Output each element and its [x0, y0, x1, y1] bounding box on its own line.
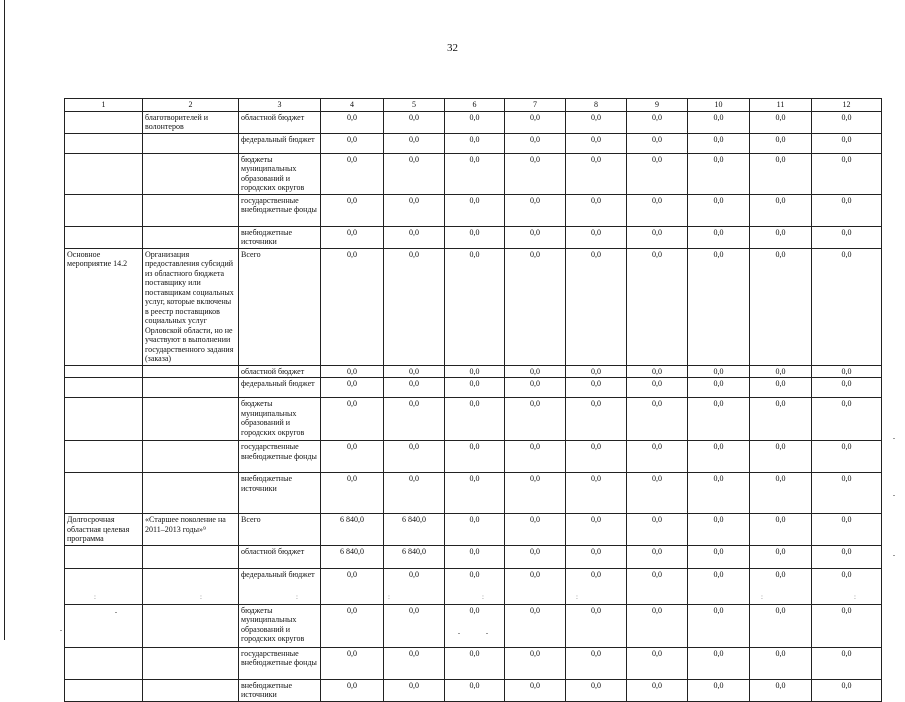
- value-cell: 0,0: [627, 378, 688, 398]
- value-cell: 0,0: [384, 473, 445, 514]
- value-cell: 0,0: [750, 514, 812, 546]
- value-cell: 0,0: [566, 248, 627, 365]
- value-cell: 0,0: [505, 365, 566, 378]
- funding-source-cell: Всего: [239, 514, 321, 546]
- column-number-header: 8: [566, 99, 627, 112]
- value-cell: 0,0: [505, 679, 566, 701]
- value-cell: 0,0: [384, 568, 445, 604]
- table-row: [65, 133, 882, 153]
- funding-source-cell: внебюджетные источники: [239, 473, 321, 514]
- value-cell: 0,0: [688, 365, 750, 378]
- value-cell: 0,0: [750, 194, 812, 226]
- value-cell: 0,0: [750, 111, 812, 133]
- value-cell: 0,0: [566, 647, 627, 679]
- value-cell: 0,0: [566, 111, 627, 133]
- table-row: [65, 226, 882, 248]
- value-cell: 0,0: [505, 226, 566, 248]
- value-cell: 0,0: [750, 226, 812, 248]
- value-cell: 0,0: [566, 153, 627, 194]
- table-row: [65, 398, 882, 441]
- table-row: [65, 545, 882, 568]
- value-cell: 0,0: [384, 133, 445, 153]
- column-number-header: 11: [750, 99, 812, 112]
- activity-cell: [65, 398, 143, 441]
- value-cell: 0,0: [627, 441, 688, 473]
- table-row: [65, 248, 882, 365]
- description-cell: «Старшее поколение на 2011–2013 годы»⁹: [143, 514, 239, 546]
- funding-source-cell: областной бюджет: [239, 111, 321, 133]
- value-cell: 0,0: [750, 441, 812, 473]
- value-cell: 0,0: [445, 248, 505, 365]
- value-cell: 0,0: [688, 133, 750, 153]
- value-cell: 0,0: [566, 441, 627, 473]
- value-cell: 0,0: [445, 604, 505, 647]
- value-cell: 0,0: [445, 133, 505, 153]
- value-cell: 0,0: [688, 398, 750, 441]
- funding-source-cell: внебюджетные источники: [239, 226, 321, 248]
- column-number-header: 4: [321, 99, 384, 112]
- column-number-header: 2: [143, 99, 239, 112]
- value-cell: 0,0: [750, 153, 812, 194]
- table-row: [65, 679, 882, 701]
- value-cell: 0,0: [812, 378, 882, 398]
- value-cell: 0,0: [384, 604, 445, 647]
- value-cell: 0,0: [688, 647, 750, 679]
- activity-cell: Основное мероприятие 14.2: [65, 248, 143, 365]
- value-cell: 0,0: [566, 133, 627, 153]
- value-cell: 0,0: [566, 604, 627, 647]
- value-cell: 0,0: [812, 365, 882, 378]
- value-cell: 0,0: [750, 378, 812, 398]
- value-cell: 0,0: [505, 647, 566, 679]
- value-cell: 0,0: [505, 604, 566, 647]
- value-cell: 0,0: [445, 365, 505, 378]
- value-cell: 0,0: [750, 133, 812, 153]
- value-cell: 0,0: [750, 398, 812, 441]
- value-cell: 0,0: [505, 153, 566, 194]
- column-number-header: 12: [812, 99, 882, 112]
- value-cell: 0,0: [812, 473, 882, 514]
- description-cell: Организация предоставления субсидий из областного бюджета поставщику или поставщикам социальных услуг, которые включены в реестр поставщиков социальных услуг Орловской области, но не участвуют в выполнении государственного задания (заказа): [143, 248, 239, 365]
- activity-cell: [65, 679, 143, 701]
- value-cell: 0,0: [566, 514, 627, 546]
- value-cell: 0,0: [321, 441, 384, 473]
- value-cell: 0,0: [505, 514, 566, 546]
- column-number-header: 10: [688, 99, 750, 112]
- value-cell: 0,0: [812, 604, 882, 647]
- table-row: [65, 604, 882, 647]
- activity-cell: Долгосрочная областная целевая программа: [65, 514, 143, 546]
- value-cell: 0,0: [750, 545, 812, 568]
- activity-cell: [65, 441, 143, 473]
- value-cell: 0,0: [566, 545, 627, 568]
- activity-cell: [65, 604, 143, 647]
- value-cell: 0,0: [627, 153, 688, 194]
- table-row: [65, 473, 882, 514]
- value-cell: 0,0: [445, 545, 505, 568]
- description-cell: [143, 545, 239, 568]
- value-cell: 0,0: [688, 194, 750, 226]
- value-cell: 0,0: [321, 133, 384, 153]
- value-cell: 0,0: [688, 514, 750, 546]
- funding-source-cell: государственные внебюджетные фонды: [239, 194, 321, 226]
- column-number-header: 9: [627, 99, 688, 112]
- value-cell: 0,0: [688, 226, 750, 248]
- value-cell: 0,0: [566, 226, 627, 248]
- value-cell: 0,0: [505, 248, 566, 365]
- table-row: [65, 514, 882, 546]
- activity-cell: [65, 365, 143, 378]
- value-cell: 6 840,0: [321, 545, 384, 568]
- description-cell: [143, 226, 239, 248]
- value-cell: 0,0: [321, 568, 384, 604]
- description-cell: [143, 647, 239, 679]
- description-cell: [143, 133, 239, 153]
- description-cell: благотворителей и волонтеров: [143, 111, 239, 133]
- value-cell: 0,0: [750, 365, 812, 378]
- value-cell: 0,0: [321, 194, 384, 226]
- activity-cell: [65, 473, 143, 514]
- value-cell: 0,0: [505, 133, 566, 153]
- value-cell: 0,0: [445, 226, 505, 248]
- funding-source-cell: областной бюджет: [239, 545, 321, 568]
- value-cell: 6 840,0: [384, 514, 445, 546]
- value-cell: 0,0: [566, 365, 627, 378]
- value-cell: 0,0: [812, 568, 882, 604]
- value-cell: 0,0: [688, 679, 750, 701]
- value-cell: 0,0: [627, 194, 688, 226]
- value-cell: 0,0: [750, 248, 812, 365]
- value-cell: 0,0: [321, 378, 384, 398]
- value-cell: 0,0: [445, 398, 505, 441]
- value-cell: 0,0: [505, 111, 566, 133]
- value-cell: 0,0: [688, 568, 750, 604]
- value-cell: 0,0: [445, 568, 505, 604]
- scan-marks: : : : : : : : :: [94, 593, 856, 601]
- value-cell: 0,0: [627, 111, 688, 133]
- activity-cell: [65, 111, 143, 133]
- activity-cell: [65, 226, 143, 248]
- value-cell: 0,0: [750, 647, 812, 679]
- value-cell: 0,0: [750, 473, 812, 514]
- value-cell: 0,0: [688, 111, 750, 133]
- value-cell: 0,0: [750, 568, 812, 604]
- value-cell: 0,0: [688, 604, 750, 647]
- value-cell: 0,0: [505, 441, 566, 473]
- funding-source-cell: Всего: [239, 248, 321, 365]
- value-cell: 0,0: [566, 568, 627, 604]
- value-cell: 0,0: [384, 194, 445, 226]
- funding-source-cell: бюджеты муниципальных образований и городских округов: [239, 153, 321, 194]
- activity-cell: [65, 378, 143, 398]
- value-cell: 0,0: [505, 568, 566, 604]
- value-cell: 0,0: [688, 248, 750, 365]
- table-row: [65, 365, 882, 378]
- value-cell: 0,0: [812, 133, 882, 153]
- value-cell: 0,0: [812, 248, 882, 365]
- value-cell: 0,0: [812, 111, 882, 133]
- table-row: [65, 378, 882, 398]
- description-cell: [143, 604, 239, 647]
- value-cell: 0,0: [627, 365, 688, 378]
- value-cell: 0,0: [688, 153, 750, 194]
- value-cell: 0,0: [627, 545, 688, 568]
- value-cell: 0,0: [321, 248, 384, 365]
- value-cell: 0,0: [321, 111, 384, 133]
- value-cell: 0,0: [812, 679, 882, 701]
- value-cell: 0,0: [384, 441, 445, 473]
- column-number-header: 7: [505, 99, 566, 112]
- value-cell: 0,0: [445, 194, 505, 226]
- value-cell: 0,0: [566, 679, 627, 701]
- value-cell: 0,0: [445, 153, 505, 194]
- description-cell: [143, 365, 239, 378]
- value-cell: 0,0: [321, 153, 384, 194]
- value-cell: 0,0: [566, 398, 627, 441]
- value-cell: 0,0: [812, 441, 882, 473]
- description-cell: [143, 679, 239, 701]
- funding-source-cell: федеральный бюджет: [239, 133, 321, 153]
- table-row: [65, 111, 882, 133]
- value-cell: 0,0: [750, 679, 812, 701]
- description-cell: [143, 473, 239, 514]
- funding-source-cell: бюджеты муниципальных образований и городских округов: [239, 604, 321, 647]
- value-cell: 0,0: [384, 248, 445, 365]
- table-row: [65, 647, 882, 679]
- value-cell: 0,0: [384, 111, 445, 133]
- funding-source-cell: бюджеты муниципальных образований и городских округов: [239, 398, 321, 441]
- activity-cell: [65, 545, 143, 568]
- value-cell: 6 840,0: [384, 545, 445, 568]
- value-cell: 0,0: [384, 226, 445, 248]
- value-cell: 0,0: [627, 568, 688, 604]
- funding-source-cell: областной бюджет: [239, 365, 321, 378]
- value-cell: 0,0: [321, 365, 384, 378]
- value-cell: 0,0: [812, 545, 882, 568]
- value-cell: 0,0: [321, 398, 384, 441]
- description-cell: [143, 441, 239, 473]
- value-cell: 0,0: [445, 473, 505, 514]
- table-header-row: [65, 99, 882, 112]
- value-cell: 0,0: [627, 473, 688, 514]
- value-cell: 0,0: [384, 647, 445, 679]
- value-cell: 0,0: [445, 647, 505, 679]
- value-cell: 0,0: [627, 248, 688, 365]
- column-number-header: 3: [239, 99, 321, 112]
- value-cell: 0,0: [566, 473, 627, 514]
- value-cell: 0,0: [321, 679, 384, 701]
- value-cell: 0,0: [445, 378, 505, 398]
- column-number-header: 6: [445, 99, 505, 112]
- value-cell: 0,0: [688, 441, 750, 473]
- value-cell: 0,0: [627, 514, 688, 546]
- value-cell: 0,0: [321, 604, 384, 647]
- value-cell: 0,0: [505, 194, 566, 226]
- value-cell: 6 840,0: [321, 514, 384, 546]
- value-cell: 0,0: [627, 133, 688, 153]
- value-cell: 0,0: [384, 378, 445, 398]
- column-number-header: 1: [65, 99, 143, 112]
- value-cell: 0,0: [384, 679, 445, 701]
- funding-source-cell: внебюджетные источники: [239, 679, 321, 701]
- value-cell: 0,0: [688, 545, 750, 568]
- value-cell: 0,0: [688, 378, 750, 398]
- value-cell: 0,0: [566, 194, 627, 226]
- funding-source-cell: государственные внебюджетные фонды: [239, 647, 321, 679]
- column-number-header: 5: [384, 99, 445, 112]
- activity-cell: [65, 647, 143, 679]
- value-cell: 0,0: [812, 194, 882, 226]
- funding-source-cell: государственные внебюджетные фонды: [239, 441, 321, 473]
- value-cell: 0,0: [505, 398, 566, 441]
- value-cell: 0,0: [384, 153, 445, 194]
- value-cell: 0,0: [627, 398, 688, 441]
- value-cell: 0,0: [812, 226, 882, 248]
- activity-cell: [65, 133, 143, 153]
- value-cell: 0,0: [445, 514, 505, 546]
- value-cell: 0,0: [321, 473, 384, 514]
- budget-table: [64, 98, 882, 702]
- value-cell: 0,0: [505, 378, 566, 398]
- value-cell: 0,0: [627, 647, 688, 679]
- activity-cell: [65, 153, 143, 194]
- table-body: [65, 99, 882, 702]
- page-edge-line: [4, 0, 5, 640]
- value-cell: 0,0: [384, 365, 445, 378]
- funding-source-cell: федеральный бюджет: [239, 378, 321, 398]
- value-cell: 0,0: [505, 545, 566, 568]
- table-row: [65, 153, 882, 194]
- description-cell: [143, 194, 239, 226]
- funding-source-cell: федеральный бюджет: [239, 568, 321, 604]
- description-cell: [143, 398, 239, 441]
- value-cell: 0,0: [812, 647, 882, 679]
- value-cell: 0,0: [627, 226, 688, 248]
- value-cell: 0,0: [812, 514, 882, 546]
- value-cell: 0,0: [445, 111, 505, 133]
- value-cell: 0,0: [566, 378, 627, 398]
- activity-cell: [65, 194, 143, 226]
- value-cell: 0,0: [627, 679, 688, 701]
- value-cell: 0,0: [750, 604, 812, 647]
- value-cell: 0,0: [627, 604, 688, 647]
- page-number: 32: [447, 42, 458, 54]
- value-cell: 0,0: [321, 226, 384, 248]
- value-cell: 0,0: [445, 679, 505, 701]
- value-cell: 0,0: [384, 398, 445, 441]
- description-cell: [143, 153, 239, 194]
- value-cell: 0,0: [812, 153, 882, 194]
- value-cell: 0,0: [812, 398, 882, 441]
- value-cell: 0,0: [505, 473, 566, 514]
- value-cell: 0,0: [688, 473, 750, 514]
- value-cell: 0,0: [321, 647, 384, 679]
- table-row: [65, 441, 882, 473]
- value-cell: 0,0: [445, 441, 505, 473]
- description-cell: [143, 378, 239, 398]
- table-row: [65, 194, 882, 226]
